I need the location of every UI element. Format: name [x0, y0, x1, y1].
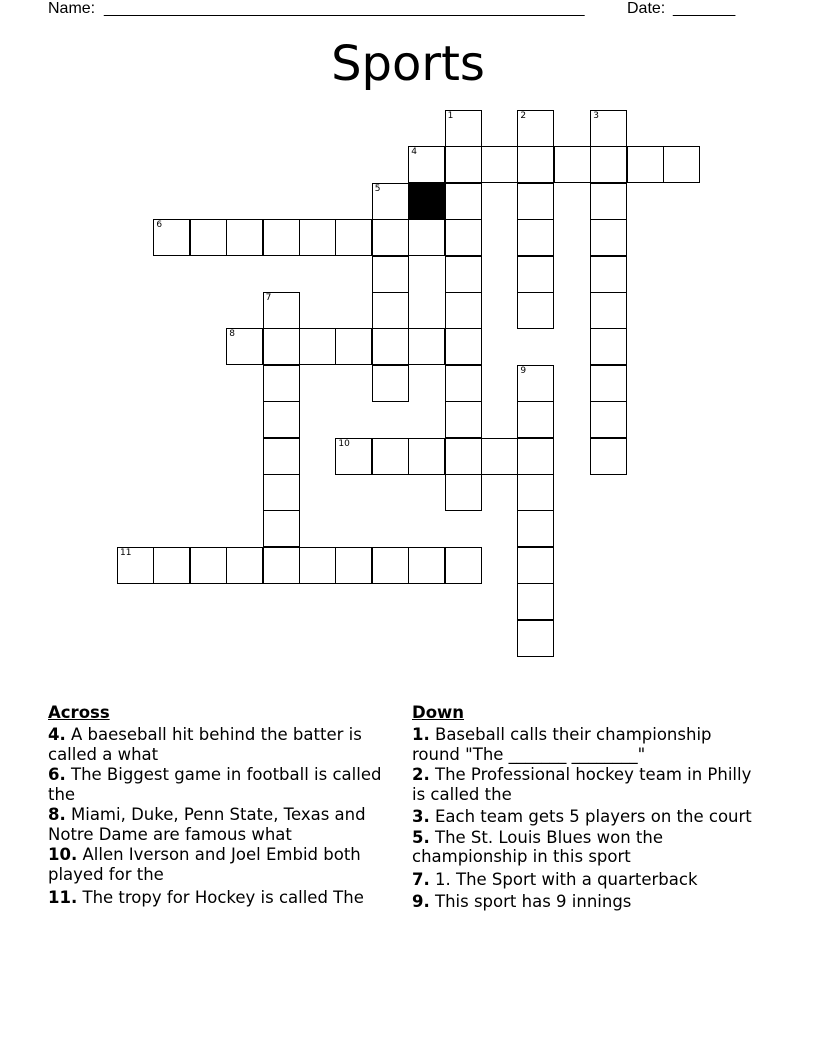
grid-cell[interactable] [517, 547, 554, 584]
clue-text: The St. Louis Blues won the championship in this sport [412, 827, 663, 866]
grid-cell[interactable] [517, 510, 554, 547]
grid-cell[interactable] [408, 547, 445, 584]
grid-cell[interactable] [263, 292, 300, 329]
grid-cell[interactable] [590, 365, 627, 402]
clue-number: 8. [48, 805, 66, 824]
grid-cell[interactable] [372, 328, 409, 365]
grid-cell[interactable] [117, 547, 154, 584]
grid-cell[interactable] [372, 365, 409, 402]
grid-cell[interactable] [517, 401, 554, 438]
clue-down-9 [412, 892, 752, 912]
clue-text: 1. The Sport with a quarterback [435, 869, 698, 889]
down-heading: Down [412, 703, 465, 722]
grid-cell[interactable] [372, 547, 409, 584]
grid-cell[interactable] [517, 146, 554, 183]
grid-cell[interactable] [590, 401, 627, 438]
grid-cell[interactable] [590, 110, 627, 147]
clue-down-2 [412, 765, 752, 804]
grid-cell[interactable] [263, 365, 300, 402]
grid-cell[interactable] [408, 438, 445, 475]
cell-number: 1 [447, 111, 454, 121]
grid-cell[interactable] [445, 328, 482, 365]
clue-across-6 [48, 765, 398, 804]
grid-cell[interactable] [335, 438, 372, 475]
cell-number: 8 [229, 329, 235, 340]
grid-cell[interactable] [372, 256, 409, 293]
grid-cell[interactable] [445, 110, 482, 147]
clue-across-4 [48, 725, 398, 764]
grid-cell[interactable] [517, 620, 554, 657]
cell-number: 9 [520, 365, 527, 376]
grid-cell[interactable] [335, 328, 372, 365]
clue-number: 10. [48, 845, 78, 864]
clue-down-3 [412, 807, 752, 827]
grid-cell[interactable] [153, 547, 190, 584]
cell-number: 6 [156, 220, 163, 231]
grid-cell[interactable] [153, 219, 190, 256]
header [48, 0, 748, 20]
cell-number: 5 [374, 183, 381, 194]
grid-cell[interactable] [263, 401, 300, 438]
clue-across-11 [48, 888, 398, 908]
name-line[interactable]: ______________________________________________________ [104, 0, 585, 17]
clue-number: 3. [412, 807, 430, 826]
across-clues [48, 703, 398, 909]
grid-cell[interactable] [190, 547, 227, 584]
clue-text: This sport has 9 innings [435, 892, 632, 911]
cell-number: 2 [520, 111, 527, 121]
clue-number: 5. [412, 827, 430, 847]
grid-cell[interactable] [263, 510, 300, 547]
grid-cell[interactable] [445, 219, 482, 256]
name-label: Name: [48, 0, 96, 17]
grid-cell[interactable] [445, 474, 482, 511]
grid-cell[interactable] [372, 292, 409, 329]
grid-cell[interactable] [335, 547, 372, 584]
grid-cell[interactable] [590, 328, 627, 365]
grid-cell[interactable] [372, 183, 409, 220]
grid-cell[interactable] [590, 183, 627, 220]
grid-cell[interactable] [226, 547, 263, 584]
grid-cell[interactable] [517, 183, 554, 220]
clue-text: Each team gets 5 players on the court [435, 807, 752, 826]
clue-text: The Professional hockey team in Philly is called the [412, 765, 752, 804]
grid-cell[interactable] [263, 438, 300, 475]
clue-text: Baseball calls their championship round "The _______ ________" [412, 725, 712, 764]
grid-cell[interactable] [590, 219, 627, 256]
grid-cell[interactable] [517, 292, 554, 329]
grid-cell[interactable] [517, 256, 554, 293]
grid-cell[interactable] [299, 547, 336, 584]
clue-number: 2. [412, 765, 430, 784]
grid-cell[interactable] [517, 438, 554, 475]
grid-cell[interactable] [554, 146, 591, 183]
grid-cell[interactable] [590, 292, 627, 329]
grid-cell[interactable] [226, 219, 263, 256]
grid-cell[interactable] [481, 146, 518, 183]
clue-down-5 [412, 828, 752, 867]
grid-cell[interactable] [226, 328, 263, 365]
grid-cell[interactable] [590, 438, 627, 475]
grid-cell[interactable] [445, 183, 482, 220]
page-title: Sports [331, 36, 485, 92]
clue-across-10 [48, 845, 398, 884]
grid-cell[interactable] [445, 547, 482, 584]
grid-cell[interactable] [517, 365, 554, 402]
grid-cell[interactable] [445, 438, 482, 475]
date-label: Date: [627, 0, 666, 17]
grid-cell[interactable] [372, 219, 409, 256]
down-clues [412, 703, 752, 913]
cell-number: 4 [411, 147, 417, 158]
cell-number: 3 [593, 111, 599, 121]
clue-number: 4. [48, 725, 66, 744]
black-square [408, 183, 445, 220]
grid-cell[interactable] [445, 256, 482, 293]
clue-number: 7. [412, 869, 430, 889]
grid-cell[interactable] [517, 110, 554, 147]
grid-cell[interactable] [445, 146, 482, 183]
grid-cell[interactable] [408, 219, 445, 256]
grid-cell[interactable] [627, 146, 664, 183]
cell-number: 7 [265, 293, 272, 303]
grid-cell[interactable] [372, 438, 409, 475]
grid-cell[interactable] [335, 219, 372, 256]
grid-cell[interactable] [408, 146, 445, 183]
grid-cell[interactable] [299, 219, 336, 256]
clue-down-1 [412, 725, 752, 764]
grid-cell[interactable] [663, 146, 700, 183]
clue-number: 9. [412, 892, 430, 911]
clue-text: Miami, Duke, Penn State, Texas and Notre Dame are famous what [48, 805, 366, 844]
grid-cell[interactable] [445, 401, 482, 438]
grid-cell[interactable] [517, 583, 554, 620]
grid-cell[interactable] [263, 474, 300, 511]
grid-cell[interactable] [263, 219, 300, 256]
clue-down-7 [412, 870, 752, 890]
grid-cell[interactable] [408, 328, 445, 365]
grid-cell[interactable] [190, 219, 227, 256]
date-line[interactable]: _______ [673, 0, 736, 17]
grid-cell[interactable] [590, 256, 627, 293]
grid-cell[interactable] [517, 474, 554, 511]
clue-text: A baeseball hit behind the batter is called a what [48, 725, 362, 764]
clue-number: 1. [412, 725, 430, 744]
grid-cell[interactable] [517, 219, 554, 256]
cell-number: 10 [338, 438, 350, 449]
clue-text: The Biggest game in football is called the [48, 765, 382, 804]
clue-across-8 [48, 805, 398, 844]
clue-number: 6. [48, 765, 66, 784]
grid-cell[interactable] [263, 547, 300, 584]
cell-number: 11 [120, 547, 132, 558]
clue-text: Allen Iverson and Joel Embid both played for the [48, 845, 361, 884]
clue-number: 11. [48, 888, 78, 907]
grid-cell[interactable] [481, 438, 518, 475]
grid-cell[interactable] [445, 292, 482, 329]
grid-cell[interactable] [445, 365, 482, 402]
grid-cell[interactable] [299, 328, 336, 365]
clue-text: The tropy for Hockey is called The [82, 888, 364, 907]
across-heading: Across [48, 703, 110, 722]
grid-cell[interactable] [590, 146, 627, 183]
grid-cell[interactable] [263, 328, 300, 365]
